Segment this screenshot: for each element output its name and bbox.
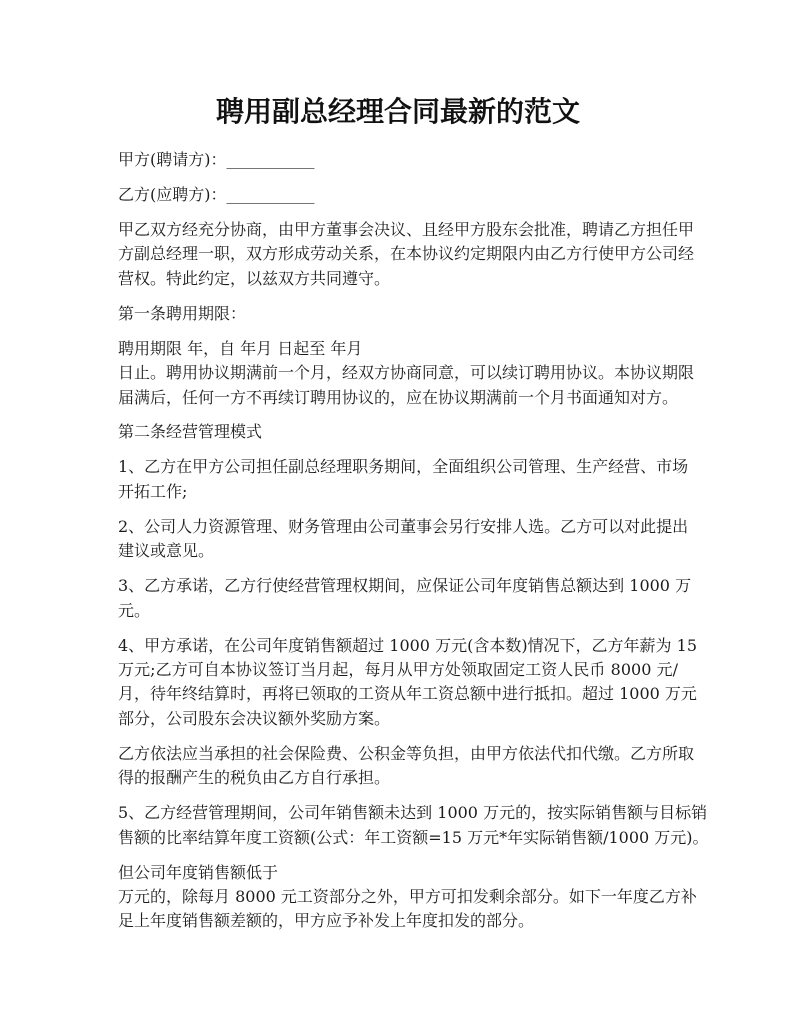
paragraph-line: 3、乙方承诺，乙方行使经营管理权期间，应保证公司年度销售总额达到 1000 万 — [118, 576, 692, 596]
employment-term-paragraph — [118, 337, 695, 410]
article-1-heading — [118, 302, 678, 326]
paragraph-line: 足上年度销售额差额的，甲方应予补发上年度扣发的部分。 — [118, 911, 535, 931]
social-insurance-paragraph — [118, 742, 695, 791]
document-body — [118, 148, 709, 944]
preamble-paragraph — [118, 218, 695, 291]
clause-4-paragraph — [118, 634, 698, 732]
paragraph-line: 届满后，任何一方不再续订聘用协议的，应在协议期满前一个月书面通知对方。 — [118, 387, 679, 407]
shortfall-paragraph — [118, 861, 697, 934]
clause-2-paragraph — [118, 515, 689, 564]
paragraph-line: 方副总经理一职，双方形成劳动关系，在本协议约定期限内由乙方行使甲方公司经 — [118, 244, 695, 264]
document-title: 聘用副总经理合同最新的范文 — [215, 95, 580, 128]
paragraph-line: 第二条经营管理模式 — [118, 422, 263, 442]
paragraph-line: 5、乙方经营管理期间，公司年销售额未达到 1000 万元的，按实际销售额与目标销 — [118, 803, 708, 823]
paragraph-line: 万元的，除每月 8000 元工资部分之外，甲方可扣发剩余部分。如下一年度乙方补 — [118, 886, 697, 906]
paragraph-line: 元。 — [118, 600, 151, 620]
clause-3-paragraph — [118, 574, 692, 623]
clause-5-paragraph — [118, 801, 709, 850]
paragraph-line: 甲乙双方经充分协商，由甲方董事会决议、且经甲方股东会批准，聘请乙方担任甲 — [118, 219, 695, 239]
paragraph-line: 部分，公司股东会决议额外奖励方案。 — [118, 708, 391, 728]
paragraph-line: 2、公司人力资源管理、财务管理由公司董事会另行安排人选。乙方可以对此提出 — [118, 516, 689, 536]
party-b-line — [118, 183, 678, 207]
paragraph-line: 4、甲方承诺，在公司年度销售额超过 1000 万元(含本数)情况下，乙方年薪为 15 — [118, 635, 698, 655]
paragraph-line: 1、乙方在甲方公司担任副总经理职务期间，全面组织公司管理、生产经营、市场 — [118, 457, 689, 477]
paragraph-line: 月，待年终结算时，再将已领取的工资从年工资总额中进行抵扣。超过 1000 万元 — [118, 684, 697, 704]
party-a-line — [118, 148, 678, 172]
paragraph-line: 但公司年度销售额低于 — [118, 862, 279, 882]
paragraph-line: 乙方依法应当承担的社会保险费、公积金等负担，由甲方依法代扣代缴。乙方所取 — [118, 743, 695, 763]
paragraph-line: 日止。聘用协议期满前一个月，经双方协商同意，可以续订聘用协议。本协议期限 — [118, 363, 695, 383]
paragraph-line: 售额的比率结算年度工资额(公式：年工资额=15 万元*年实际销售额/1000 万元)。 — [118, 827, 709, 847]
paragraph-line: 开拓工作; — [118, 481, 188, 501]
paragraph-line: 建议或意见。 — [118, 541, 215, 561]
paragraph-line: 甲方(聘请方)：___________ — [118, 150, 315, 169]
paragraph-line: 得的报酬产生的税负由乙方自行承担。 — [118, 768, 391, 788]
paragraph-line: 万元;乙方可自本协议签订当月起，每月从甲方处领取固定工资人民币 8000 元/ — [118, 659, 678, 679]
paragraph-line: 营权。特此约定，以兹双方共同遵守。 — [118, 268, 391, 288]
article-2-heading — [118, 420, 678, 444]
clause-1-paragraph — [118, 455, 689, 504]
paragraph-line: 第一条聘用期限： — [118, 303, 247, 323]
paragraph-line: 乙方(应聘方)：___________ — [118, 184, 315, 204]
paragraph-line: 聘用期限 年，自 年月 日起至 年月 — [118, 338, 363, 358]
